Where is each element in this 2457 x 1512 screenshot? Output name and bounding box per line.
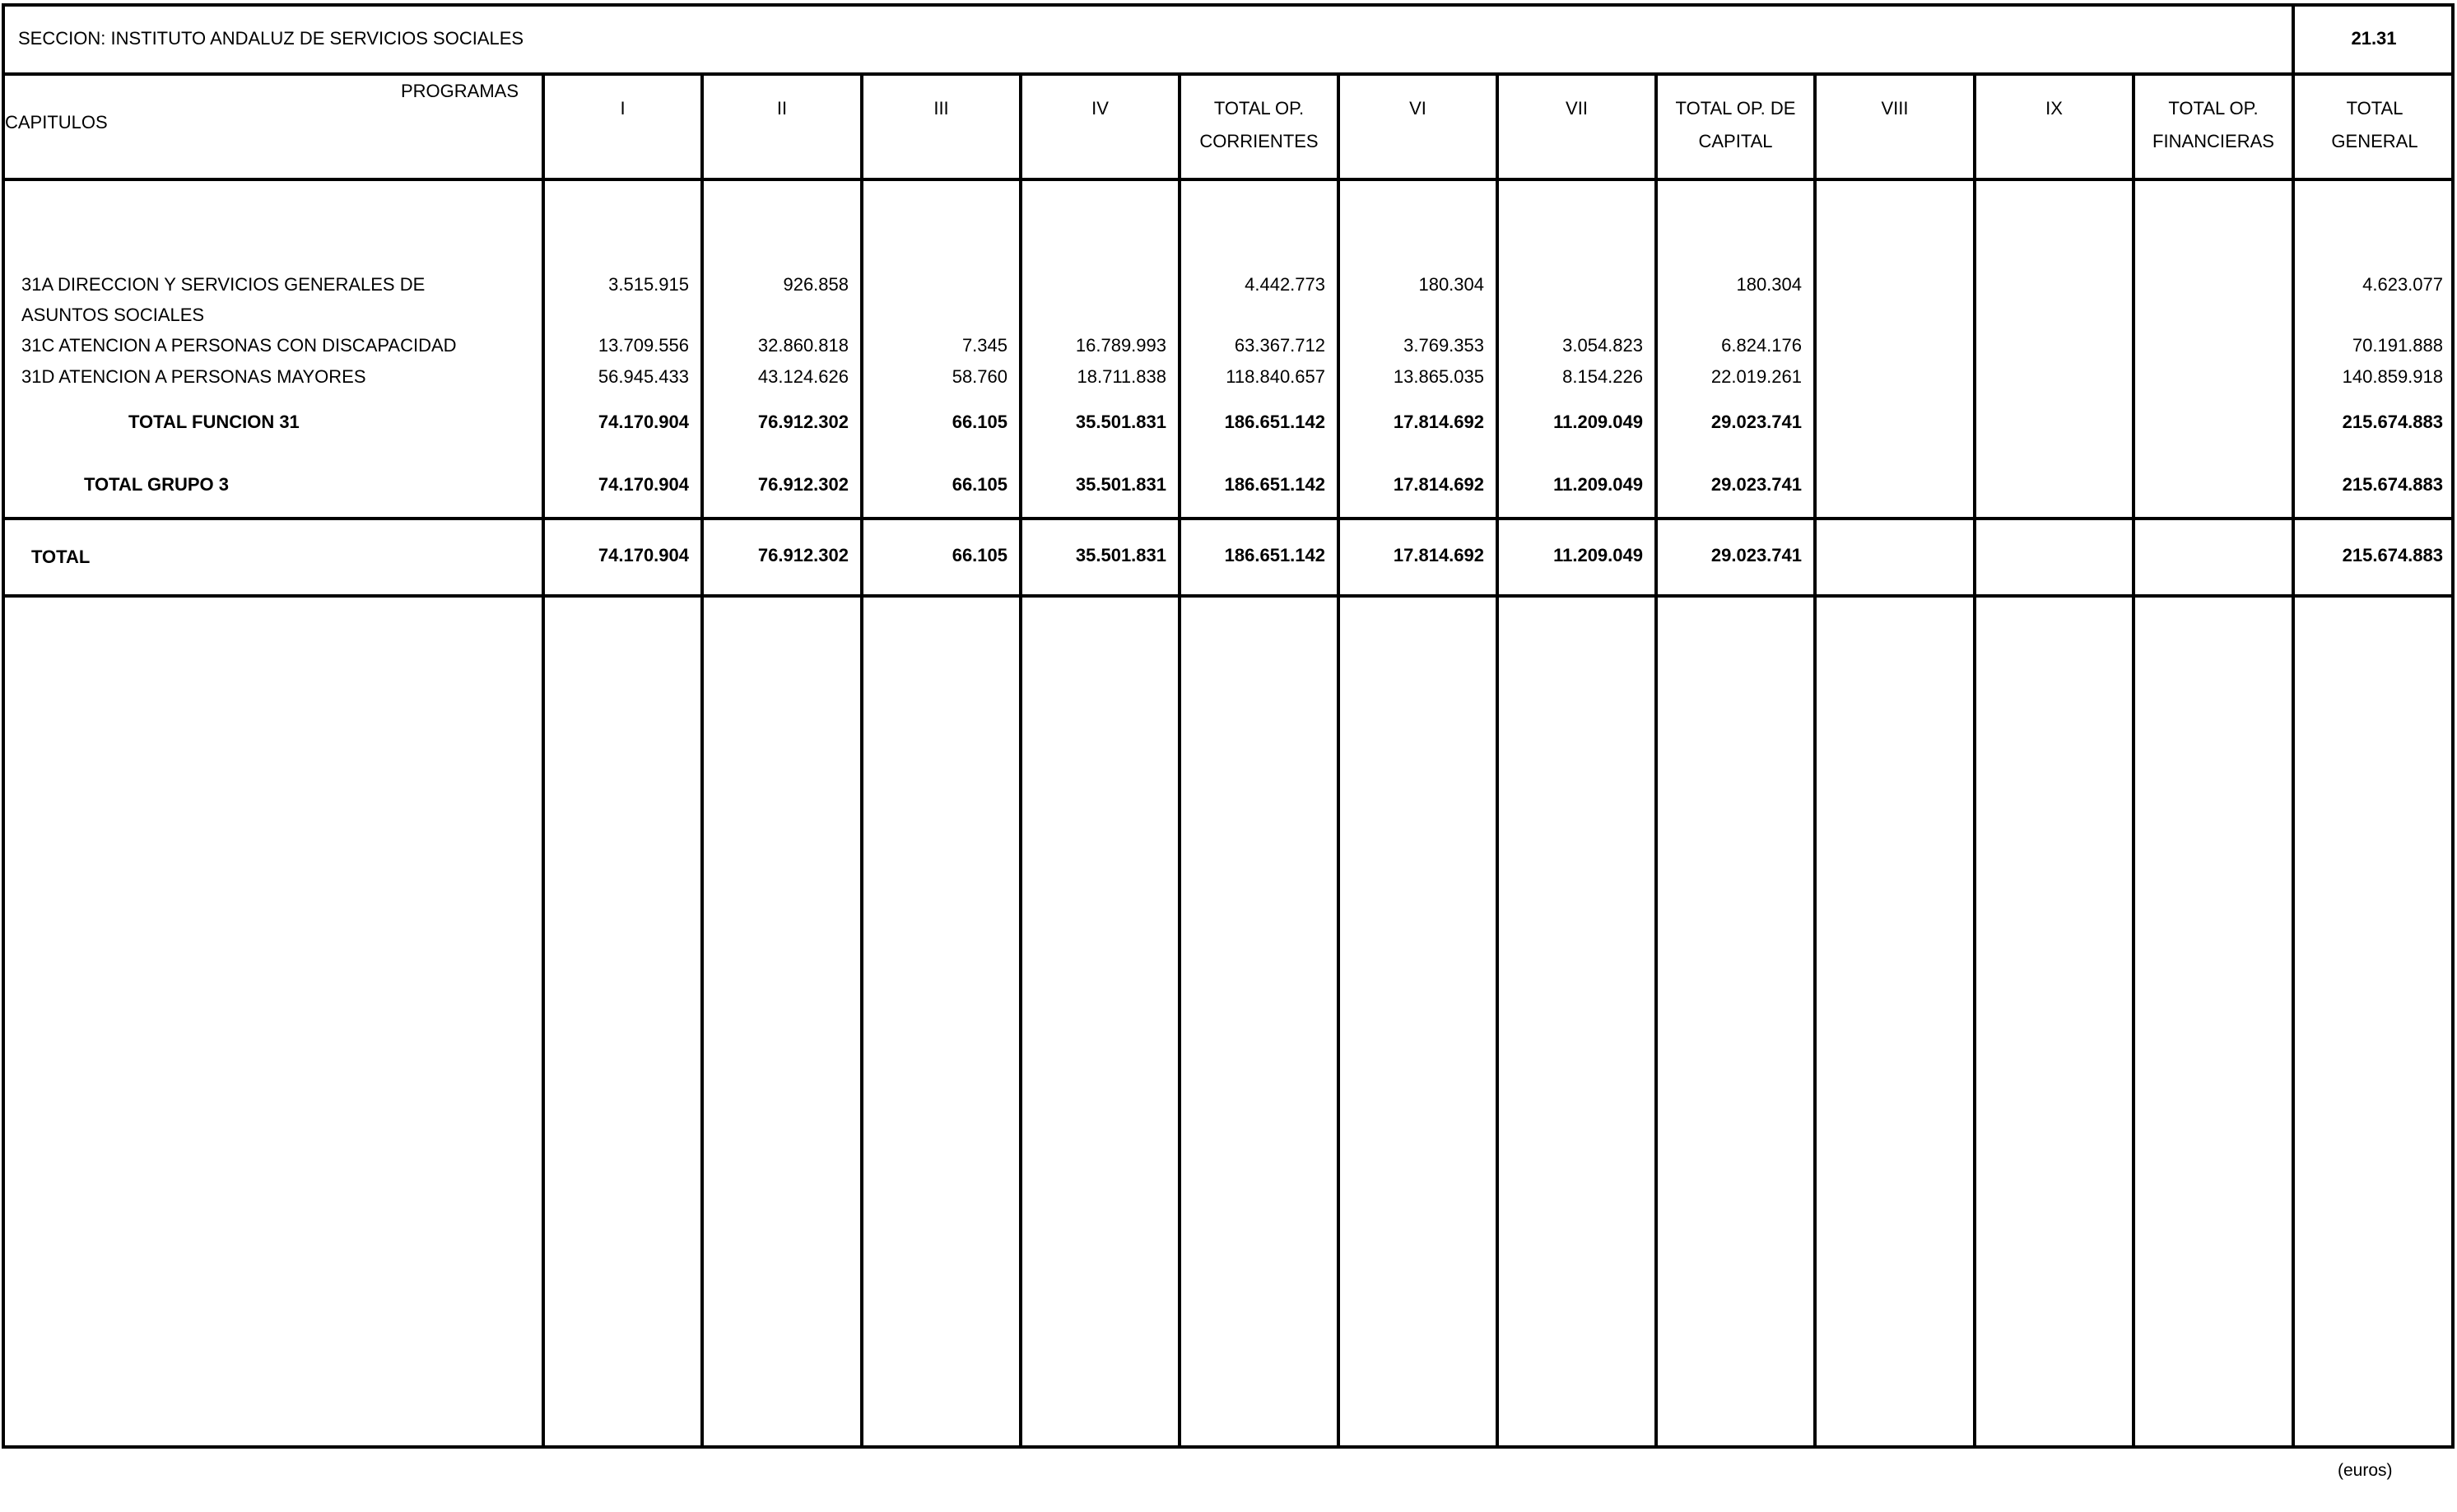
column-header: TOTAL OP. xyxy=(1213,98,1305,119)
column-rule xyxy=(1178,74,1181,1449)
column-header: TOTAL OP. xyxy=(2168,98,2259,119)
table-cell: 118.840.657 xyxy=(1226,366,1325,387)
table-cell: 32.860.818 xyxy=(757,335,849,356)
table-cell: 35.501.831 xyxy=(1075,545,1166,565)
total-bottom-rule xyxy=(2,594,2455,598)
table-cell: 215.674.883 xyxy=(2342,474,2443,495)
column-rule xyxy=(700,74,704,1449)
table-cell: 6.824.176 xyxy=(1721,335,1802,356)
table-cell: 180.304 xyxy=(1736,274,1802,295)
table-cell: 17.814.692 xyxy=(1393,412,1484,432)
row-label: 31C ATENCION A PERSONAS CON DISCAPACIDAD xyxy=(21,335,457,356)
table-cell: 926.858 xyxy=(783,274,849,295)
table-cell: 3.515.915 xyxy=(608,274,689,295)
row-label: 31A DIRECCION Y SERVICIOS GENERALES DE xyxy=(21,274,426,295)
column-header: I xyxy=(620,98,626,119)
column-rule xyxy=(1019,74,1022,1449)
table-cell: 215.674.883 xyxy=(2342,545,2443,565)
table-cell: 74.170.904 xyxy=(598,545,689,565)
table-cell: 35.501.831 xyxy=(1075,412,1166,432)
column-header: IV xyxy=(1091,98,1109,119)
column-rule xyxy=(542,74,545,1449)
table-cell: 29.023.741 xyxy=(1710,545,1802,565)
table-cell: 180.304 xyxy=(1418,274,1484,295)
table-cell: 16.789.993 xyxy=(1075,335,1166,356)
column-rule xyxy=(1496,74,1499,1449)
table-cell: 13.865.035 xyxy=(1393,366,1484,387)
table-frame xyxy=(2,3,2455,1449)
table-cell: 3.054.823 xyxy=(1562,335,1643,356)
table-cell: 11.209.049 xyxy=(1553,545,1643,565)
table-cell: 29.023.741 xyxy=(1710,412,1802,432)
section-title: SECCION: INSTITUTO ANDALUZ DE SERVICIOS SOCIALES xyxy=(18,28,524,49)
row-label-cont: ASUNTOS SOCIALES xyxy=(21,305,205,325)
table-cell: 186.651.142 xyxy=(1224,412,1325,432)
column-header-line2: CAPITAL xyxy=(1698,131,1773,151)
table-cell: 3.769.353 xyxy=(1403,335,1484,356)
total-top-rule xyxy=(2,517,2455,520)
column-header: TOTAL xyxy=(2346,98,2403,119)
table-cell: 76.912.302 xyxy=(757,474,849,495)
column-rule xyxy=(1654,74,1658,1449)
grand-total-label: TOTAL xyxy=(31,547,91,567)
header-rule xyxy=(2,178,2455,181)
column-header: TOTAL OP. DE xyxy=(1675,98,1796,119)
column-rule xyxy=(1813,74,1817,1449)
table-cell: 4.623.077 xyxy=(2362,274,2443,295)
table-cell: 66.105 xyxy=(952,412,1007,432)
table-cell: 8.154.226 xyxy=(1562,366,1643,387)
column-header: III xyxy=(933,98,949,119)
table-cell: 63.367.712 xyxy=(1234,335,1325,356)
programas-label: PROGRAMAS xyxy=(400,81,519,101)
column-header-line2: GENERAL xyxy=(2331,131,2418,151)
column-header-line2: CORRIENTES xyxy=(1199,131,1319,151)
table-cell: 56.945.433 xyxy=(598,366,689,387)
capitulos-label: CAPITULOS xyxy=(5,112,108,133)
table-cell: 43.124.626 xyxy=(757,366,849,387)
row-label: 31D ATENCION A PERSONAS MAYORES xyxy=(21,366,366,387)
table-cell: 70.191.888 xyxy=(2352,335,2443,356)
table-cell: 74.170.904 xyxy=(598,474,689,495)
column-rule xyxy=(1337,74,1340,1449)
column-header: VI xyxy=(1409,98,1426,119)
subtotal-label: TOTAL GRUPO 3 xyxy=(84,474,230,495)
section-rule xyxy=(2,72,2455,76)
subtotal-label: TOTAL FUNCION 31 xyxy=(128,412,300,432)
table-cell: 35.501.831 xyxy=(1075,474,1166,495)
table-cell: 29.023.741 xyxy=(1710,474,1802,495)
table-cell: 186.651.142 xyxy=(1224,545,1325,565)
table-cell: 215.674.883 xyxy=(2342,412,2443,432)
column-header: IX xyxy=(2045,98,2063,119)
column-header: II xyxy=(776,98,788,119)
table-cell: 17.814.692 xyxy=(1393,474,1484,495)
table-cell: 186.651.142 xyxy=(1224,474,1325,495)
column-header-line2: FINANCIERAS xyxy=(2152,131,2274,151)
units-note: (euros) xyxy=(2338,1461,2393,1480)
table-cell: 58.760 xyxy=(952,366,1007,387)
table-cell: 11.209.049 xyxy=(1553,474,1643,495)
table-cell: 17.814.692 xyxy=(1393,545,1484,565)
table-cell: 11.209.049 xyxy=(1553,412,1643,432)
table-cell: 18.711.838 xyxy=(1077,366,1166,387)
column-rule xyxy=(2132,74,2135,1449)
table-cell: 13.709.556 xyxy=(598,335,689,356)
table-cell: 140.859.918 xyxy=(2342,366,2443,387)
table-cell: 66.105 xyxy=(952,545,1007,565)
table-cell: 7.345 xyxy=(961,335,1007,356)
column-header: VII xyxy=(1566,98,1588,119)
column-rule xyxy=(2292,74,2295,1449)
column-rule xyxy=(860,74,863,1449)
table-cell: 22.019.261 xyxy=(1710,366,1802,387)
table-cell: 4.442.773 xyxy=(1245,274,1325,295)
section-code: 21.31 xyxy=(2351,28,2397,49)
column-header: VIII xyxy=(1881,98,1909,119)
column-rule xyxy=(1973,74,1976,1449)
table-cell: 74.170.904 xyxy=(598,412,689,432)
table-cell: 76.912.302 xyxy=(757,412,849,432)
table-cell: 66.105 xyxy=(952,474,1007,495)
table-cell: 76.912.302 xyxy=(757,545,849,565)
